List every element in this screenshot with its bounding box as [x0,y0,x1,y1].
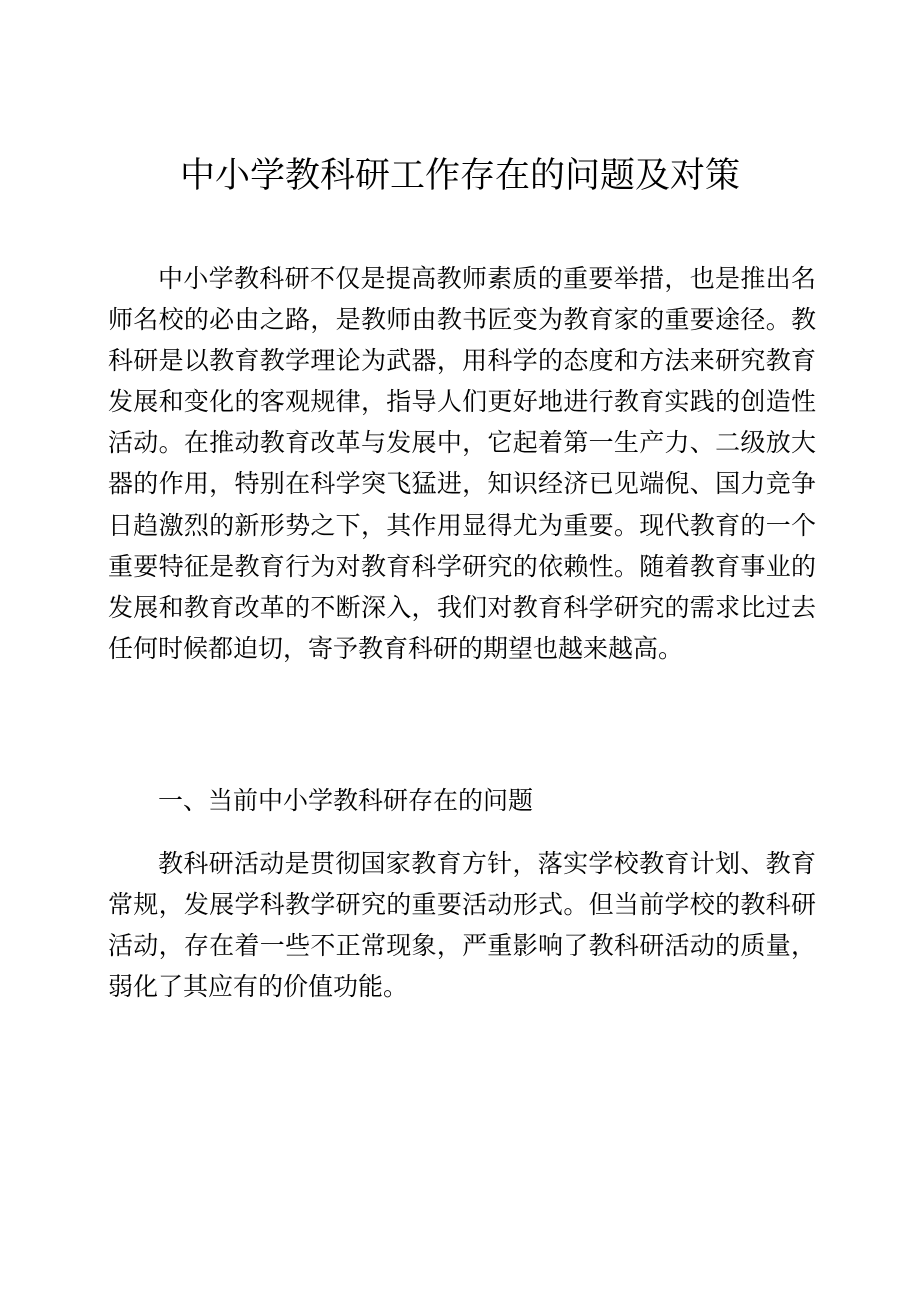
section-heading: 一、当前中小学教科研存在的问题 [158,786,534,815]
section-paragraph: 教科研活动是贯彻国家教育方针，落实学校教育计划、教育常规，发展学科教学研究的重要活动形式。但当前学校的教科研活动，存在着一些不正常现象，严重影响了教科研活动的质量，弱化了其应有的价值功能。 [108,849,816,1002]
document-title: 中小学教科研工作存在的问题及对策 [179,156,740,196]
intro-paragraph: 中小学教科研不仅是提高教师素质的重要举措，也是推出名师名校的必由之路，是教师由教书匠变为教育家的重要途径。教科研是以教育教学理论为武器，用科学的态度和方法来研究教育发展和变化的客观规律，指导人们更好地进行教育实践的创造性活动。在推动教育改革与发展中，它起着第一生产力、二级放大器的作用，特别在科学突飞猛进，知识经济已见端倪、国力竞争日趋激烈的新形势之下，其作用显得尤为重要。现代教育的一个重要特征是教育行为对教育科学研究的依赖性。随着教育事业的发展和教育改革的不断深入，我们对教育科学研究的需求比过去任何时候都迫切，寄予教育科研的期望也越来越高。 [108,264,816,663]
